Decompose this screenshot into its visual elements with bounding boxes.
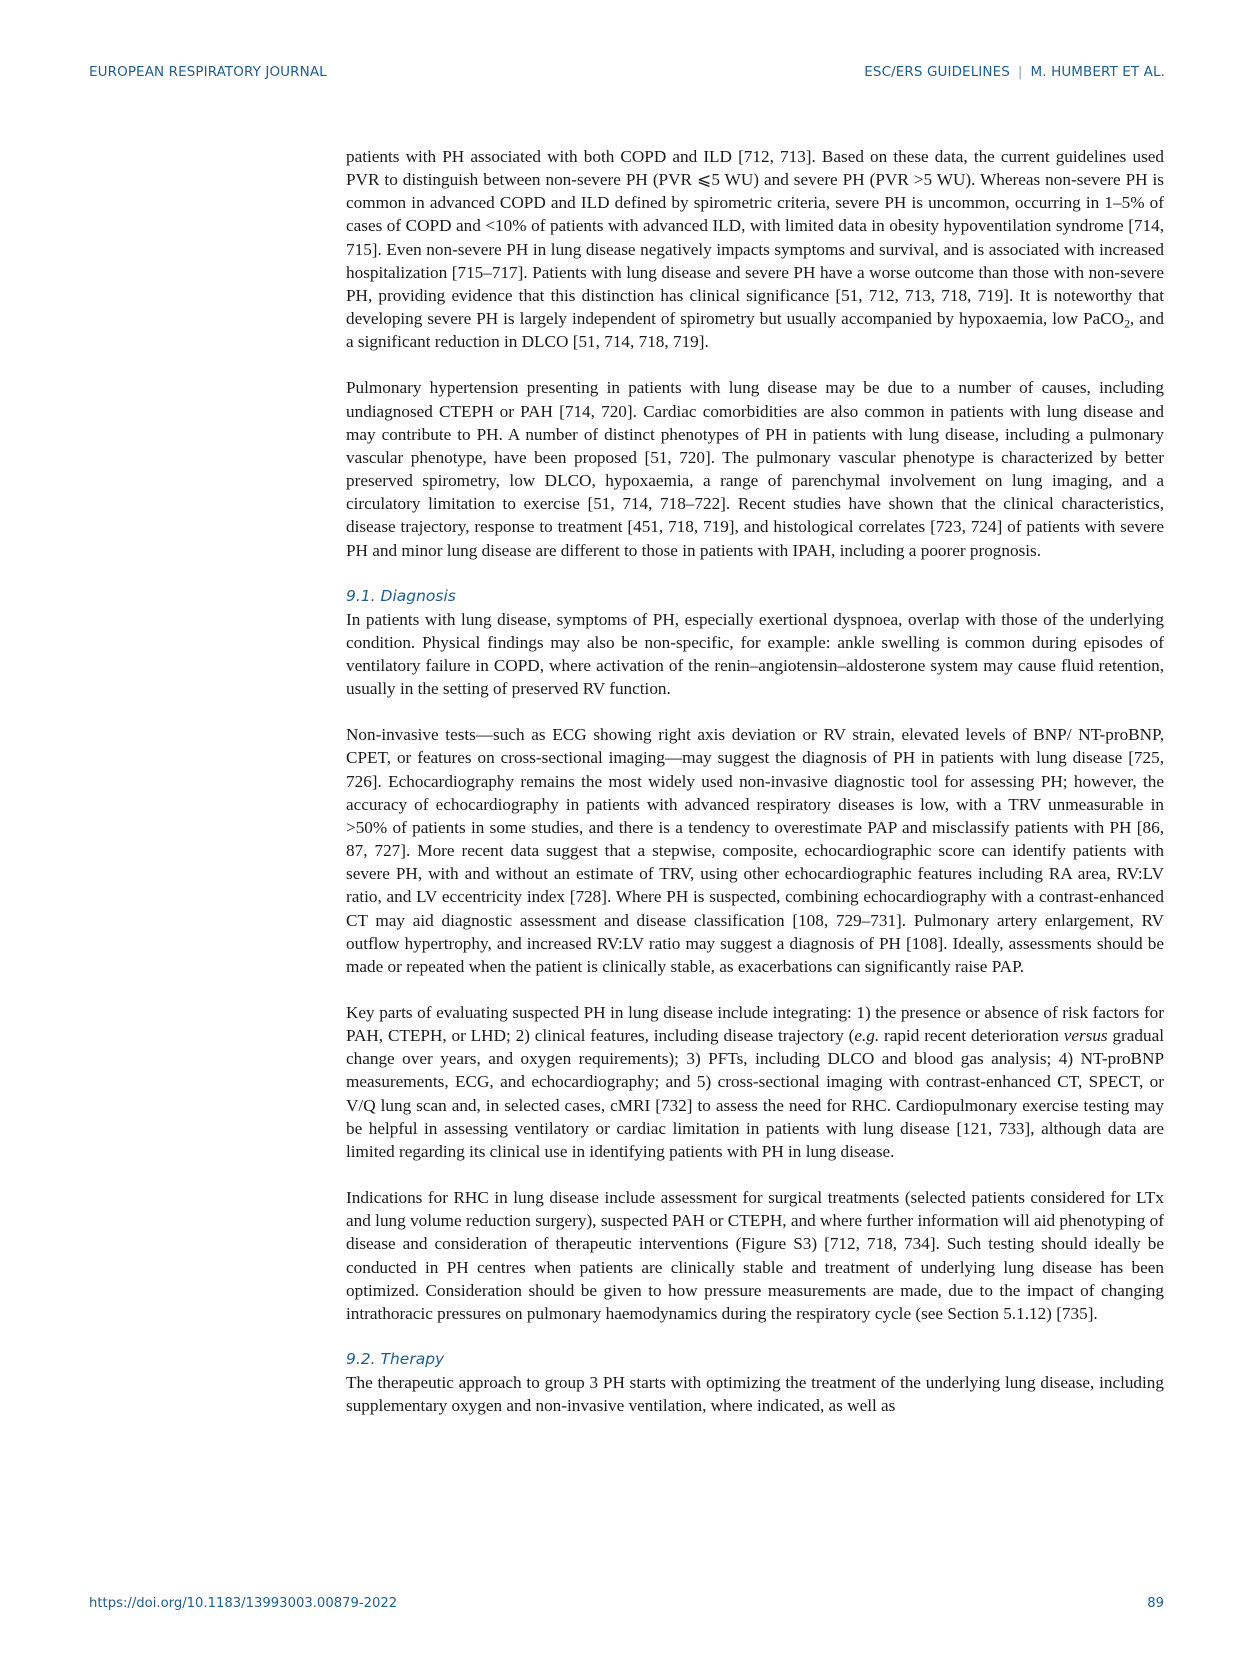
page-number: 89: [1147, 1596, 1164, 1611]
paragraph-text: patients with PH associated with both COPD and ILD [712, 713]. Based on these data, the current guidelines used PVR to distinguish between non-severe PH (PVR ⩽5 WU) and severe PH (PVR >5 WU). Whereas non-severe PH is common in advanced COPD and ILD defined by spirometric criteria, severe PH is uncommon, occurring in 1–5% of cases of COPD and <10% of patients with advanced ILD, with limited data in obesity hypoventilation syndrome [714, 715]. Even non-severe PH in lung disease negatively impacts symptoms and survival, and is associated with increased hospitalization [715–717]. Patients with lung disease and severe PH have a worse outcome than those with non-severe PH, providing evidence that this distinction has clinical significance [51, 712, 713, 718, 719]. It is noteworthy that developing severe PH is largely independent of spirometry but usually accompanied by hypoxaemia, low PaCO: [346, 147, 1164, 329]
italic-text: versus: [1063, 1026, 1108, 1046]
paragraph-rhc-indications: Indications for RHC in lung disease include assessment for surgical treatments (selected patients considered for LTx and lung volume reduction surgery), suspected PAH or CTEPH, and where further information will aid phenotyping of disease and consideration of therapeutic interventions (Figure S3) [712, 718, 734]. Such testing should ideally be conducted in PH centres when patients are clinically stable and treatment of underlying lung disease has been optimized. Consideration should be given to how pressure measurements are made, due to the impact of changing intrathoracic pressures on pulmonary haemodynamics during the respiratory cycle (see Section 5.1.12) [735].: [346, 1188, 1164, 1323]
paragraph-text: rapid recent deterioration: [879, 1026, 1064, 1046]
paragraph-text: Key parts of evaluating suspected PH in lung disease include integrating: 1) the presence or absence of risk factors for PAH, CTEPH, or LHD; 2) clinical features, including disease trajectory (: [346, 1003, 1164, 1046]
guideline-label: ESC/ERS GUIDELINES: [864, 64, 1010, 80]
paragraph-key-evaluation: [346, 1001, 1164, 1163]
article-body: [346, 145, 1164, 1440]
header-right: [864, 64, 1165, 80]
section-heading-therapy: 9.2. Therapy: [346, 1350, 445, 1369]
italic-text: e.g.: [854, 1026, 880, 1046]
paragraph-symptoms: In patients with lung disease, symptoms of PH, especially exertional dyspnoea, overlap with those of the underlying condition. Physical findings may also be non-specific, for example: ankle swelling is common during episodes of ventilatory failure in COPD, where activation of the renin–angiotensin–aldosterone system may cause fluid retention, usually in the setting of preserved RV function.: [346, 609, 1164, 699]
paragraph-phenotypes: Pulmonary hypertension presenting in patients with lung disease may be due to a number of causes, including undiagnosed CTEPH or PAH [714, 720]. Cardiac comorbidities are also common in patients with lung disease and may contribute to PH. A number of distinct phenotypes of PH in patients with lung disease, including a pulmonary vascular phenotype, have been proposed [51, 720]. The pulmonary vascular phenotype is characterized by better preserved spirometry, low DLCO, hypoxaemia, a range of parenchymal involvement on lung imaging, and a circulatory limitation to exercise [51, 714, 718–722]. Recent studies have shown that the clinical characteristics, disease trajectory, response to treatment [451, 718, 719], and histological correlates [723, 724] of patients with severe PH and minor lung disease are different to those in patients with IPAH, including a poorer prognosis.: [346, 378, 1164, 560]
paragraph-text: gradual change over years, and oxygen requirements); 3) PFTs, including DLCO and blood gas analysis; 4) NT-proBNP measurements, ECG, and echocardiography; and 5) cross-sectional imaging with contrast-enhanced CT, SPECT, or V/Q lung scan and, in selected cases, cMRI [732] to assess the need for RHC. Cardiopulmonary exercise testing may be helpful in assessing ventilatory or cardiac limitation in patients with lung disease [121, 733], although data are limited regarding its clinical use in identifying patients with PH in lung disease.: [346, 1026, 1164, 1161]
paragraph-therapy: The therapeutic approach to group 3 PH starts with optimizing the treatment of the underlying lung disease, including supplementary oxygen and non-invasive ventilation, where indicated, as well as: [346, 1373, 1164, 1416]
subscript: 2: [1124, 317, 1130, 331]
paragraph-text: , and a significant reduction in DLCO [51, 714, 718, 719].: [346, 309, 1164, 352]
section-heading-diagnosis: 9.1. Diagnosis: [346, 586, 456, 605]
paragraph-noninvasive-tests: Non-invasive tests—such as ECG showing right axis deviation or RV strain, elevated levels of BNP/ NT-proBNP, CPET, or features on cross-sectional imaging—may suggest the diagnosis of PH in patients with lung disease [725, 726]. Echocardiography remains the most widely used non-invasive diagnostic tool for assessing PH; however, the accuracy of echocardiography in patients with advanced respiratory diseases is low, with a TRV unmeasurable in >50% of patients in some studies, and there is a tendency to overestimate PAP and misclassify patients with PH [86, 87, 727]. More recent data suggest that a stepwise, composite, echocardiographic score can identify patients with severe PH, with and without an estimate of TRV, using other echocardiographic features including RA area, RV:LV ratio, and LV eccentricity index [728]. Where PH is suspected, combining echocardiography with a contrast-enhanced CT may aid diagnostic assessment and disease classification [108, 729–731]. Pulmonary artery enlargement, RV outflow hypertrophy, and increased RV:LV ratio may suggest a diagnosis of PH [108]. Ideally, assessments should be made or repeated when the patient is clinically stable, as exacerbations can significantly raise PAP.: [346, 725, 1164, 976]
header-separator: |: [1017, 64, 1023, 80]
running-header: [0, 64, 1241, 84]
doi-link[interactable]: https://doi.org/10.1183/13993003.00879-2022: [89, 1596, 398, 1611]
paragraph-pvr-severity: [346, 145, 1164, 353]
page-footer: [0, 1596, 1241, 1616]
author-label: M. HUMBERT ET AL.: [1030, 64, 1165, 80]
journal-name: EUROPEAN RESPIRATORY JOURNAL: [89, 64, 327, 80]
